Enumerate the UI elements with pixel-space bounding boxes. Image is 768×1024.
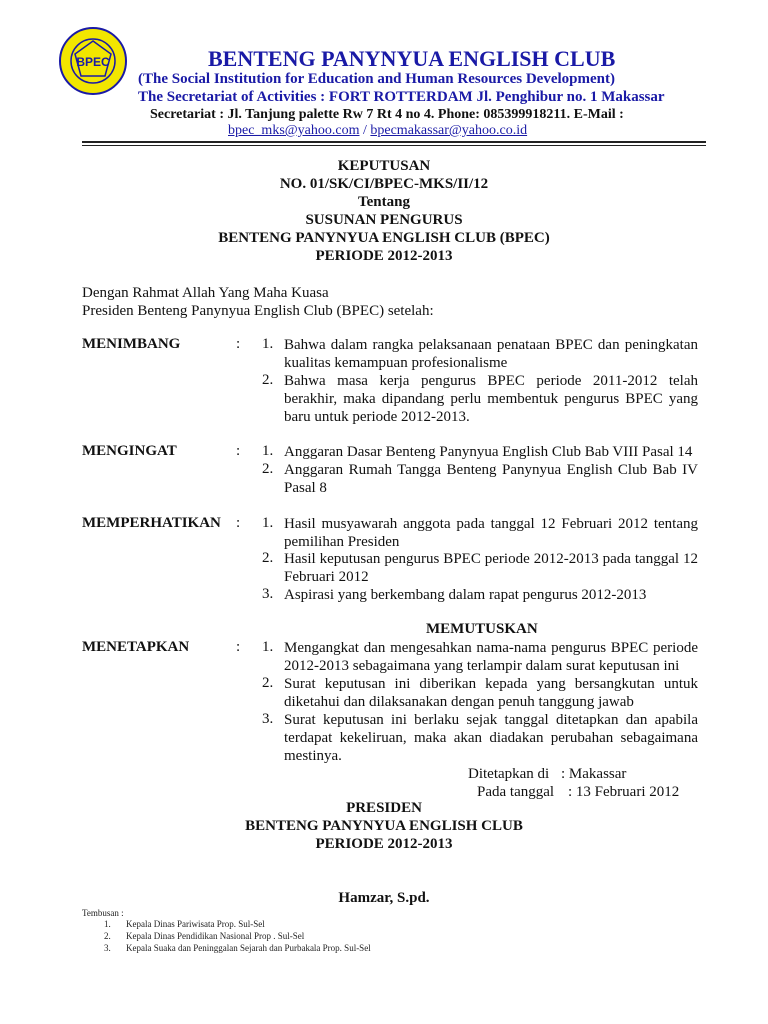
menetapkan-item-2: Surat keputusan ini diberikan kepada yang bersangkutan untuk diketahui dan dilaksanakan dengan penuh tanggung jawab bbox=[284, 676, 698, 710]
memperhatikan-colon: : bbox=[236, 515, 241, 531]
secretariat-address: Secretariat : Jl. Tanjung palette Rw 7 Rt 4 no 4. Phone: 085399918211. E-Mail : bbox=[150, 107, 624, 122]
tembusan-label: Tembusan : bbox=[82, 908, 124, 918]
menetapkan-num-1: 1. bbox=[262, 639, 274, 655]
secretariat-activities: The Secretariat of Activities : FORT ROTTERDAM Jl. Penghibur no. 1 Makassar bbox=[138, 89, 665, 105]
intro-line-2: Presiden Benteng Panynyua English Club (BPEC) setelah: bbox=[82, 303, 434, 319]
mengingat-num-2: 2. bbox=[262, 461, 274, 477]
menetapkan-item-1: Mengangkat dan mengesahkan nama-nama pengurus BPEC periode 2012-2013 sebagaimana yang terlampir dalam surat keputusan ini bbox=[284, 640, 698, 674]
menetapkan-label: MENETAPKAN bbox=[82, 639, 190, 655]
doc-title: KEPUTUSAN bbox=[337, 158, 431, 174]
menimbang-label: MENIMBANG bbox=[82, 336, 181, 352]
doc-period: PERIODE 2012-2013 bbox=[315, 248, 453, 264]
intro-line-1: Dengan Rahmat Allah Yang Maha Kuasa bbox=[82, 285, 329, 301]
logo-emblem-icon bbox=[58, 26, 128, 96]
letterhead-rule-thin bbox=[82, 145, 706, 146]
signature-title: PRESIDEN bbox=[346, 800, 422, 816]
memperhatikan-num-1: 1. bbox=[262, 515, 274, 531]
doc-org: BENTENG PANYNYUA ENGLISH CLUB (BPEC) bbox=[218, 230, 550, 246]
mengingat-item-1: Anggaran Dasar Benteng Panynyua English Club Bab VIII Pasal 14 bbox=[284, 444, 693, 460]
letterhead-rule-thick bbox=[82, 141, 706, 143]
menimbang-colon: : bbox=[236, 336, 241, 352]
org-subtitle: (The Social Institution for Education and Human Resources Development) bbox=[138, 71, 615, 87]
mengingat-label: MENGINGAT bbox=[82, 443, 177, 459]
bpec-logo bbox=[58, 26, 128, 96]
tanggal-label: Pada tanggal bbox=[477, 784, 555, 800]
menimbang-item-2: Bahwa masa kerja pengurus BPEC periode 2011-2012 telah berakhir, maka dipandang perlu membentuk pengurus BPEC yang baru untuk periode 2012-2013. bbox=[284, 373, 698, 425]
logo-text: BPEC bbox=[76, 55, 110, 69]
tembusan-num-3: 3. bbox=[104, 943, 111, 953]
email-link-1[interactable]: bpec_mks@yahoo.com bbox=[228, 123, 360, 138]
ditetapkan-value: : Makassar bbox=[561, 766, 627, 782]
tembusan-num-2: 2. bbox=[104, 931, 111, 941]
menimbang-num-1: 1. bbox=[262, 336, 274, 352]
tembusan-item-2: Kepala Dinas Pendidikan Nasional Prop . Sul-Sel bbox=[126, 931, 305, 941]
menimbang-num-2: 2. bbox=[262, 372, 274, 388]
signature-org: BENTENG PANYNYUA ENGLISH CLUB bbox=[245, 818, 523, 834]
menetapkan-num-2: 2. bbox=[262, 675, 274, 691]
memperhatikan-num-3: 3. bbox=[262, 586, 274, 602]
ditetapkan-label: Ditetapkan di bbox=[468, 766, 550, 782]
menetapkan-num-3: 3. bbox=[262, 711, 274, 727]
menimbang-item-1: Bahwa dalam rangka pelaksanaan penataan BPEC dan peningkatan kualitas kemampuan profesionalisme bbox=[284, 337, 698, 371]
mengingat-num-1: 1. bbox=[262, 443, 274, 459]
mengingat-colon: : bbox=[236, 443, 241, 459]
memperhatikan-label: MEMPERHATIKAN bbox=[82, 515, 221, 531]
signature-period: PERIODE 2012-2013 bbox=[315, 836, 453, 852]
memperhatikan-item-2: Hasil keputusan pengurus BPEC periode 2012-2013 pada tanggal 12 Februari 2012 bbox=[284, 551, 698, 585]
email-separator: / bbox=[359, 123, 371, 138]
memperhatikan-item-3: Aspirasi yang berkembang dalam rapat pengurus 2012-2013 bbox=[284, 587, 647, 603]
menetapkan-colon: : bbox=[236, 639, 241, 655]
doc-subject: SUSUNAN PENGURUS bbox=[305, 212, 463, 228]
mengingat-item-2: Anggaran Rumah Tangga Benteng Panynyua English Club Bab IV Pasal 8 bbox=[284, 462, 698, 496]
doc-tentang: Tentang bbox=[358, 194, 410, 210]
doc-number: NO. 01/SK/CI/BPEC-MKS/II/12 bbox=[279, 176, 489, 192]
memutuskan-heading: MEMUTUSKAN bbox=[426, 621, 538, 637]
tembusan-item-1: Kepala Dinas Pariwisata Prop. Sul-Sel bbox=[126, 919, 265, 929]
memperhatikan-item-1: Hasil musyawarah anggota pada tanggal 12 Februari 2012 tentang pemilihan Presiden bbox=[284, 516, 698, 550]
email-line bbox=[228, 123, 527, 139]
org-name: BENTENG PANYNYUA ENGLISH CLUB bbox=[208, 46, 616, 71]
tanggal-value: : 13 Februari 2012 bbox=[568, 784, 680, 800]
tembusan-item-3: Kepala Suaka dan Peninggalan Sejarah dan Purbakala Prop. Sul-Sel bbox=[126, 943, 371, 953]
menetapkan-item-3: Surat keputusan ini berlaku sejak tanggal ditetapkan dan apabila terdapat kekeliruan, maka akan diadakan perubahan sebagaimana mestinya. bbox=[284, 712, 698, 764]
email-link-2[interactable]: bpecmakassar@yahoo.co.id bbox=[370, 123, 528, 138]
tembusan-num-1: 1. bbox=[104, 919, 111, 929]
signatory-name: Hamzar, S.pd. bbox=[338, 890, 430, 906]
memperhatikan-num-2: 2. bbox=[262, 550, 274, 566]
